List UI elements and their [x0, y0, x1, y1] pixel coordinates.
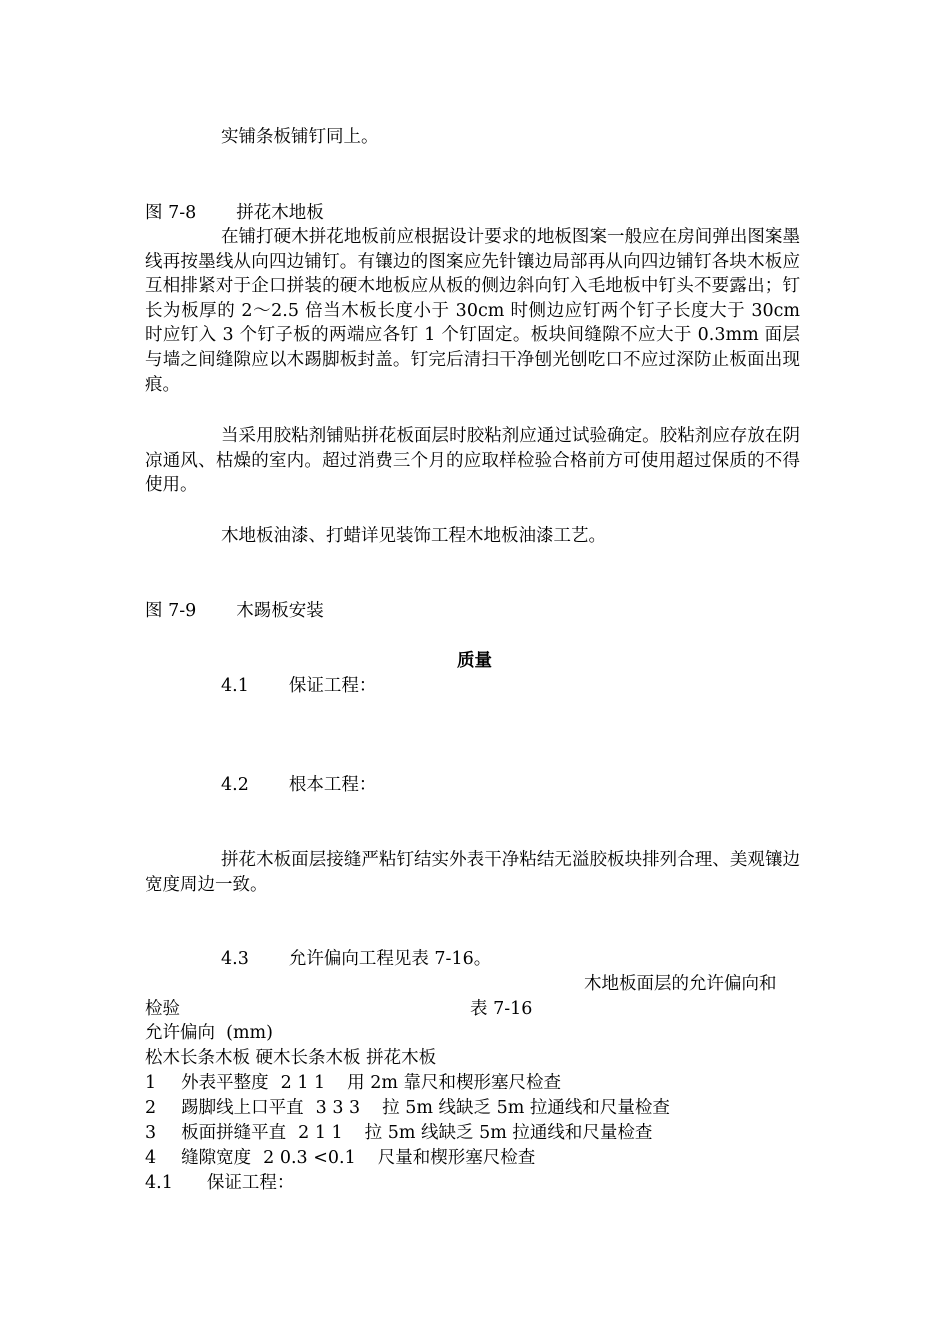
- section-number: 4.1: [145, 1173, 173, 1193]
- paragraph-adhesive: 当采用胶粘剂铺贴拼花板面层时胶粘剂应通过试验确定。胶粘剂应存放在阴凉通风、枯燥的室内。超过消费三个月的应取样检验合格前方可使用超过保质的不得使用。: [145, 426, 800, 496]
- figure-label: 图 7-9: [145, 601, 197, 621]
- row-item: 板面拼缝平直: [181, 1123, 287, 1143]
- row-values: 2 1 1: [280, 1073, 326, 1093]
- paragraph-basic-items: 拼花木板面层接缝严粘钉结实外表干净粘结无溢胶板块排列合理、美观镶边宽度周边一致。: [145, 850, 800, 895]
- row-method: 用 2m 靠尺和楔形塞尺检查: [347, 1073, 562, 1093]
- paragraph-paint: 木地板油漆、打蜡详见装饰工程木地板油漆工艺。: [221, 526, 606, 546]
- section-number: 4.3: [221, 949, 249, 969]
- section-number: 4.1: [221, 676, 249, 696]
- section-title: 保证工程：: [288, 676, 377, 696]
- section-4-1: [221, 674, 376, 698]
- figure-7-8-caption: [145, 201, 324, 225]
- table-row: [145, 1146, 535, 1170]
- table-title-continued: 检验: [145, 999, 180, 1019]
- table-row: [145, 1071, 561, 1095]
- figure-title: 木踢板安装: [236, 601, 324, 621]
- section-4-3: [221, 947, 491, 971]
- intro-line: 实铺条板铺钉同上。: [221, 127, 379, 147]
- section-title: 允许偏向工程见表 7-16。: [288, 949, 492, 969]
- row-number: 3: [145, 1123, 157, 1143]
- row-values: 2 0.3 <0.1: [263, 1148, 356, 1168]
- section-title: 根本工程：: [288, 775, 377, 795]
- row-item: 踢脚线上口平直: [181, 1098, 304, 1118]
- table-row: [145, 1096, 670, 1120]
- paragraph-parquet-nailing: 在铺打硬木拼花地板前应根据设计要求的地板图案一般应在房间弹出图案墨线再按墨线从向四边铺钉。有镶边的图案应先针镶边局部再从向四边铺钉各块木板应互相排紧对于企口拼装的硬木地板应从板的侧边斜向钉入毛地板中钉头不要露出；钉长为板厚的 2～2.5 倍当木板长度小于 30cm 时侧边应钉两个钉子长度大于 30cm 时应钉入 3 个钉子板的两端应各钉 1 个钉固定。板块间缝隙不应大于 0.3mm 面层与墙之间缝隙应以木踢脚板封盖。钉完后清扫干净刨光刨吃口不应过深防止板面出现痕。: [145, 227, 800, 395]
- row-item: 外表平整度: [181, 1073, 269, 1093]
- row-values: 2 1 1: [298, 1123, 343, 1143]
- row-number: 2: [145, 1098, 157, 1118]
- row-number: 4: [145, 1148, 157, 1168]
- figure-7-9-caption: [145, 599, 324, 623]
- section-4-2: [221, 773, 376, 797]
- table-number: 表 7-16: [470, 999, 533, 1019]
- section-4-1-repeat: [145, 1171, 294, 1195]
- row-method: 拉 5m 线缺乏 5m 拉通线和尺量检查: [382, 1098, 670, 1118]
- figure-title: 拼花木地板: [236, 203, 324, 223]
- row-values: 3 3 3: [315, 1098, 361, 1118]
- section-number: 4.2: [221, 775, 249, 795]
- section-title: 保证工程：: [206, 1173, 295, 1193]
- table-title: 木地板面层的允许偏向和: [584, 974, 777, 994]
- allowed-deviation-unit: 允许偏向 (mm): [145, 1023, 273, 1043]
- row-item: 缝隙宽度: [181, 1148, 252, 1168]
- row-method: 尺量和楔形塞尺检查: [377, 1148, 536, 1168]
- figure-label: 图 7-8: [145, 203, 197, 223]
- table-column-header: 松木长条木板 硬木长条木板 拼花木板: [145, 1048, 437, 1068]
- table-row: [145, 1121, 652, 1145]
- quality-heading: 质量: [457, 651, 492, 671]
- row-number: 1: [145, 1073, 157, 1093]
- row-method: 拉 5m 线缺乏 5m 拉通线和尺量检查: [364, 1123, 653, 1143]
